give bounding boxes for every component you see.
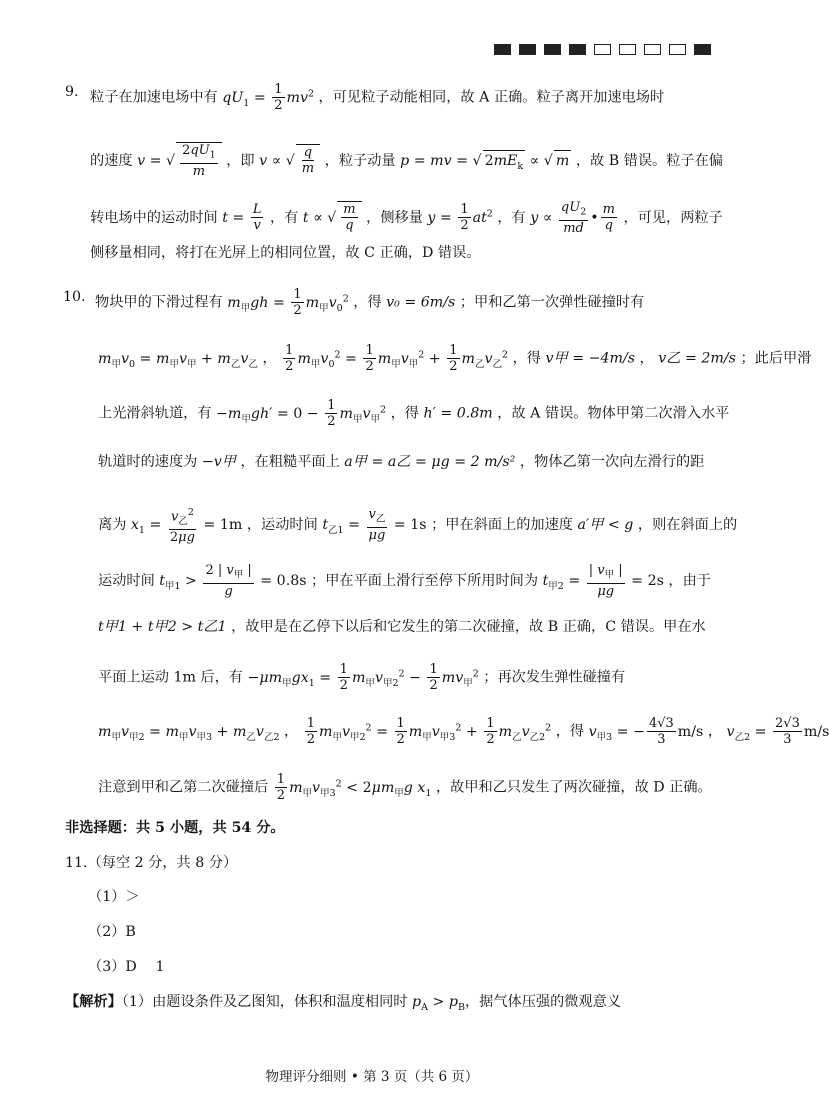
q10-line-2 (98, 343, 811, 374)
text: 的速度 (90, 152, 133, 169)
text: 注意到甲和乙第二次碰撞后 (98, 779, 269, 796)
text: ；甲和乙第一次弹性碰撞时有 (459, 294, 645, 311)
page-footer: 物理评分细则 • 第 3 页（共 6 页） (265, 1069, 479, 1085)
q11-answer-3: （3）D 1 (88, 959, 165, 975)
text: ， (262, 350, 277, 367)
text: ， (639, 350, 654, 367)
q10-line-6 (98, 563, 711, 599)
text: 转电场中的运动时间 (90, 209, 218, 226)
text: 运动时间 (98, 572, 155, 589)
q10-line-10 (98, 772, 712, 803)
q10-line-5 (98, 505, 737, 545)
formula: p = mv = √ $2mE_k$ ∝ √ m (400, 153, 571, 169)
formula: v = √ $\frac{2qU_1}{m}$ (137, 153, 222, 169)
text: ；此后甲滑 (740, 350, 812, 367)
text: 物块甲的下滑过程有 (95, 294, 223, 311)
q10-line-7 (98, 617, 706, 637)
text: ，在粗糙平面上 (240, 454, 340, 470)
formula: v甲 = −4m/s (545, 350, 636, 367)
formula: v乙 = 2m/s (658, 350, 736, 367)
text: ，故甲是在乙停下以后和它发生的第二次碰撞，故 B 正确，C 错误。甲在水 (231, 619, 706, 635)
formula: a甲 = a乙 = μg = 2 m/s² (344, 454, 516, 470)
formula: v ∝ √ $\frac{q}{m}$ (259, 153, 320, 169)
text: ，可见粒子动能相同，故 A 正确。粒子离开加速电场时 (318, 89, 665, 106)
text: ，粒子动量 (324, 152, 396, 169)
text: ，有 (497, 209, 526, 226)
q11-analysis (65, 992, 621, 1018)
q9-line-1 (90, 82, 664, 113)
formula: $x_1$ = $\frac{v_乙^2}{2\mu g}$ = 1m (130, 507, 243, 545)
text: ，故甲和乙只发生了两次碰撞，故 D 正确。 (435, 779, 712, 796)
text: 平面上运动 1m 后，有 (98, 669, 243, 686)
header-mark (644, 44, 661, 55)
text: ，则在斜面上的 (637, 516, 738, 533)
q10-line-9 (98, 716, 829, 747)
header-mark (569, 44, 586, 55)
formula: $\frac{1}{2}$ $m_甲v_{甲3}^2 < 2\mu m_甲g$ $x_1$ (276, 772, 432, 803)
text: ；再次发生弹性碰撞有 (483, 669, 626, 686)
text: ，得 (390, 405, 419, 422)
formula: y = $\frac{1}{2}$ $at^2$ (427, 202, 493, 234)
header-mark (544, 44, 561, 55)
q10-number: 10. (63, 289, 86, 305)
q9-line-3 (90, 200, 723, 236)
text: 离为 (98, 516, 127, 533)
formula: $\frac{1}{2}$ $m_甲v_0^2$ = $\frac{1}{2}$ $m_甲v_甲^2$ + $\frac{1}{2}$ $m_乙v_乙^2$ (285, 343, 509, 374)
q9-number: 9. (65, 84, 79, 100)
formula: $p_A > p_B$ (411, 994, 465, 1013)
formula: $t_{乙1}$ = $\frac{v_乙}{\mu g}$ = 1s (322, 507, 427, 543)
header-mark (694, 44, 711, 55)
header-mark (494, 44, 511, 55)
text: （1）由题设条件及乙图知，体积和温度相同时 (121, 994, 408, 1010)
q11-answer-1: （1）＞ (88, 889, 140, 905)
header-mark (669, 44, 686, 55)
formula: $\frac{1}{2}$ $m_甲v_{甲2}^2$ = $\frac{1}{2}$ $m_甲v_{甲3}^2$ + $\frac{1}{2}$ $m_乙v_{乙2}^2$ (306, 716, 552, 747)
q10-line-4 (98, 452, 704, 472)
text: ，得 (353, 294, 382, 311)
formula: $v_{甲3}$ = − $\frac{4√3}{3}$ m/s (588, 716, 704, 747)
text: ，可见，两粒子 (623, 209, 723, 226)
formula: h′ = 0.8m (423, 405, 493, 422)
formula: a′甲 < g (577, 516, 634, 533)
text: ，由于 (668, 572, 711, 589)
formula: y ∝ $\frac{qU_2}{md}$ • $\frac{m}{q}$ (530, 200, 615, 236)
formula: $-\mu m_甲gx_1$ = $\frac{1}{2}$ $m_甲v_{甲2}^2$ − $\frac{1}{2}$ $mv_甲^2$ (247, 662, 479, 693)
formula: $t_{甲1}$ > $\frac{2 | v_甲 |}{g}$ = 0.8s (159, 563, 307, 599)
text: ， (284, 723, 299, 740)
formula: $t_{甲2}$ = $\frac{| v_甲 |}{\mu g}$ = 2s (542, 563, 664, 599)
analysis-tag: 【解析】 (65, 994, 122, 1010)
text: ，运动时间 (246, 516, 318, 533)
formula: $m_甲v_{甲2} = m_甲v_{甲3} + m_乙v_{乙2}$ (98, 723, 280, 743)
text: ， (707, 723, 723, 740)
formula: −v甲 (201, 454, 236, 470)
text: ，即 (226, 152, 255, 169)
q10-line-3 (98, 398, 729, 429)
text: ，故 B 错误。粒子在偏 (575, 152, 723, 169)
text: ，有 (270, 209, 299, 226)
text: ，物体乙第一次向左滑行的距 (519, 454, 705, 470)
formula: $v_{乙2}$ = $\frac{2√3}{3}$ m/s (726, 716, 829, 747)
formula: $qU_1$ = $\frac{1}{2}$ $mv^2$ (222, 82, 315, 113)
formula: $-m_甲gh' = 0$ − $\frac{1}{2}$ $m_甲v_甲^2$ (216, 398, 387, 429)
q10-line-8 (98, 662, 625, 693)
text: ，故 A 错误。物体甲第二次滑入水平 (497, 405, 730, 422)
text: ，侧移量 (366, 209, 423, 226)
formula: $m_甲gh$ = $\frac{1}{2}$ $m_甲v_0^2$ (227, 287, 349, 318)
q11-answer-2: （2）B (88, 924, 136, 940)
formula: t甲1 + t甲2 > t乙1 (98, 619, 227, 635)
text: ，据气体压强的微观意义 (464, 994, 622, 1010)
text: 上光滑斜轨道，有 (98, 405, 212, 422)
text: 轨道时的速度为 (98, 454, 198, 470)
formula: t ∝ √ $\frac{m}{q}$ (303, 210, 362, 226)
header-mark (594, 44, 611, 55)
text: 粒子在加速电场中有 (90, 89, 218, 106)
q10-line-1 (95, 287, 644, 318)
header-mark (519, 44, 536, 55)
section-header: 非选择题：共 5 小题，共 54 分。 (65, 820, 285, 836)
header-marks (494, 44, 711, 55)
text: ，得 (555, 723, 585, 740)
header-mark (619, 44, 636, 55)
formula: t = $\frac{L}{v}$ (222, 202, 262, 234)
q11-header: 11.（每空 2 分，共 8 分） (65, 855, 238, 871)
text: ；甲在斜面上的加速度 (431, 516, 573, 533)
formula: v₀ = 6m/s (386, 294, 456, 311)
q9-line-4: 侧移量相同，将打在光屏上的相同位置，故 C 正确，D 错误。 (90, 245, 481, 261)
q9-line-2 (90, 142, 723, 179)
formula: $m_甲v_0 = m_甲v_甲 + m_乙v_乙$ (98, 350, 258, 370)
text: ，得 (512, 350, 541, 367)
text: ；甲在平面上滑行至停下所用时间为 (311, 572, 539, 589)
